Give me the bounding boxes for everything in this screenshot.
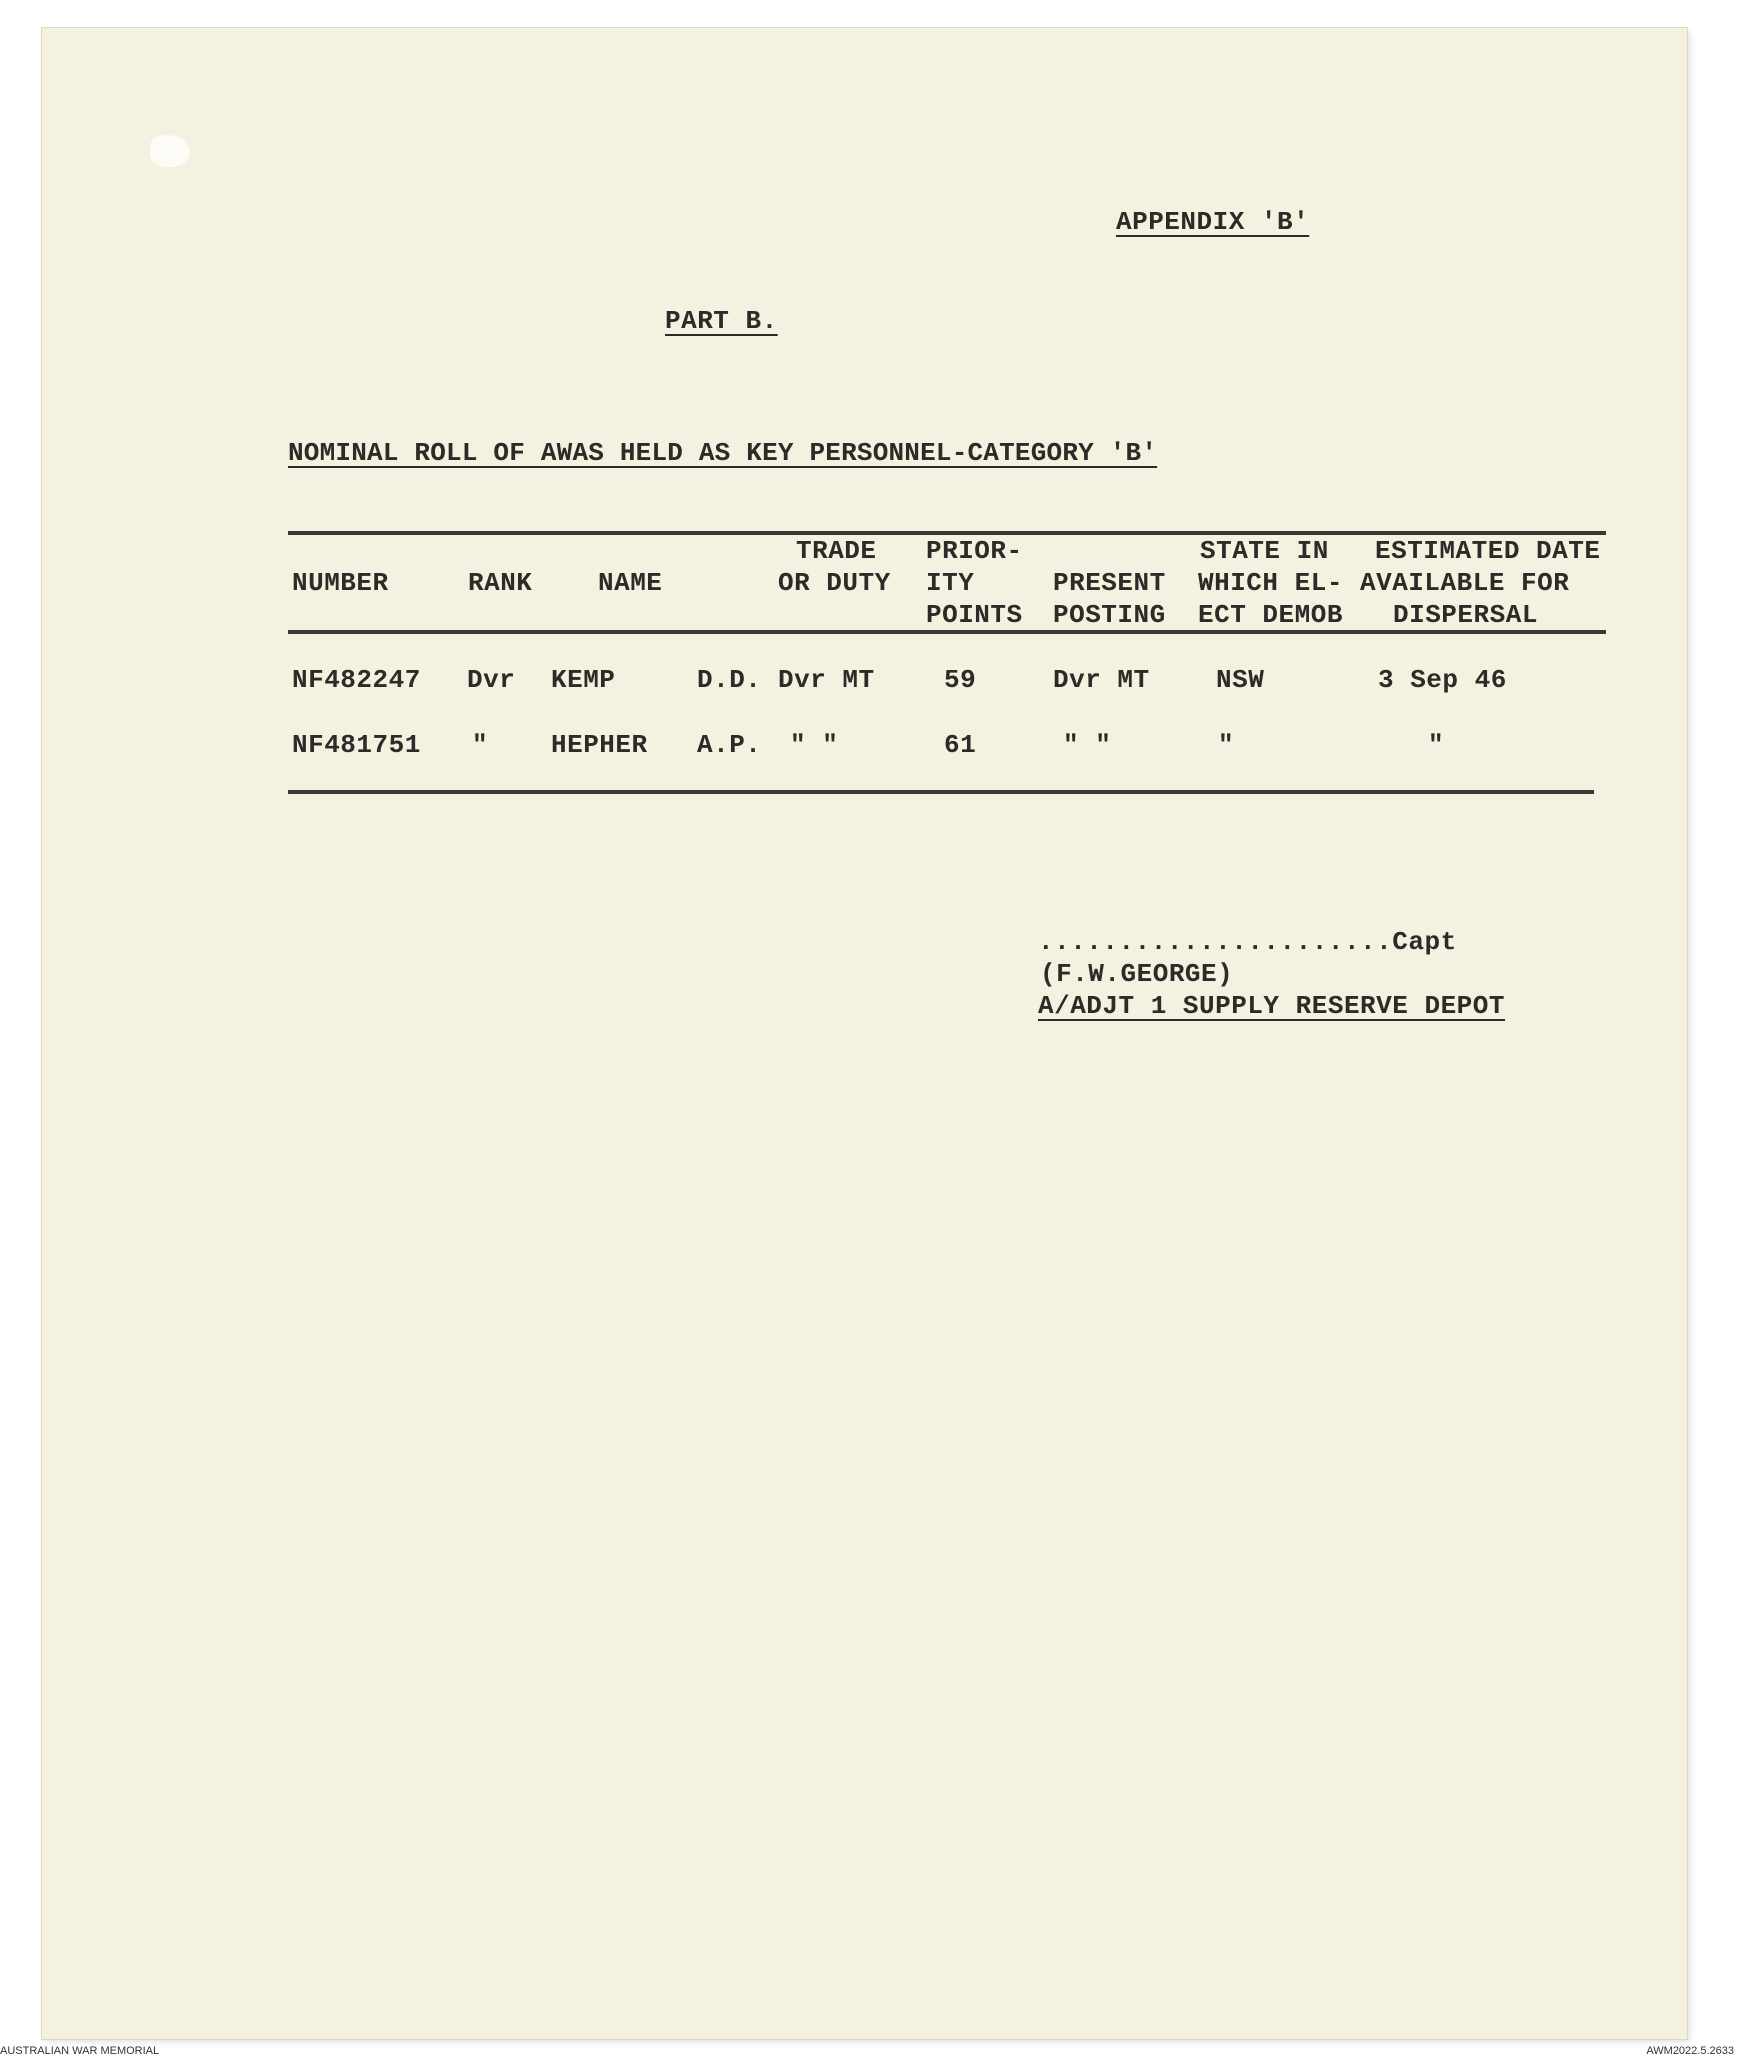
header-trade-line-2: OR DUTY — [778, 568, 891, 598]
header-priority-line-1: PRIOR- — [926, 536, 1023, 566]
part-heading: PART B. — [665, 306, 778, 336]
header-date-line-3: DISPERSAL — [1393, 600, 1538, 630]
header-priority-line-3: POINTS — [926, 600, 1023, 630]
row-2-posting: " " — [1063, 730, 1112, 760]
row-2-surname: HEPHER — [551, 730, 648, 760]
row-2-rank: " — [472, 730, 489, 760]
footer-left: AUSTRALIAN WAR MEMORIAL — [0, 2045, 160, 2057]
appendix-heading: APPENDIX 'B' — [1116, 207, 1310, 237]
header-date-line-2: AVAILABLE FOR — [1360, 568, 1570, 598]
header-number: NUMBER — [292, 568, 389, 598]
header-state-line-1: STATE IN — [1200, 536, 1329, 566]
table-bottom-rule — [288, 790, 1594, 794]
row-2-trade: " " — [790, 730, 839, 760]
header-name: NAME — [598, 568, 663, 598]
header-posting-line-2: POSTING — [1053, 600, 1166, 630]
row-2-points: 61 — [944, 730, 977, 760]
row-1-number: NF482247 — [292, 665, 421, 695]
header-trade-line-1: TRADE — [796, 536, 877, 566]
footer-right: AWM2022.5.2633 — [1646, 2045, 1734, 2057]
row-2-state: " — [1218, 730, 1235, 760]
row-1-state: NSW — [1216, 665, 1265, 695]
signature-line: ......................Capt — [1038, 927, 1457, 957]
header-date-line-1: ESTIMATED DATE — [1375, 536, 1601, 566]
header-priority-line-2: ITY — [926, 568, 975, 598]
row-1-trade: Dvr MT — [778, 665, 875, 695]
row-2-date: " — [1428, 730, 1445, 760]
header-state-line-3: ECT DEMOB — [1198, 600, 1343, 630]
signatory-name: (F.W.GEORGE) — [1040, 959, 1234, 989]
header-state-line-2: WHICH EL- — [1198, 568, 1343, 598]
row-1-rank: Dvr — [467, 665, 516, 695]
table-header-rule — [288, 630, 1606, 634]
document-title: NOMINAL ROLL OF AWAS HELD AS KEY PERSONNEL-CATEGORY 'B' — [288, 438, 1158, 468]
row-2-initials: A.P. — [697, 730, 762, 760]
paper-tear-mark — [150, 135, 190, 167]
header-rank: RANK — [468, 568, 533, 598]
row-1-surname: KEMP — [551, 665, 616, 695]
document-page — [42, 28, 1687, 2039]
signatory-position: A/ADJT 1 SUPPLY RESERVE DEPOT — [1038, 991, 1505, 1021]
row-1-date: 3 Sep 46 — [1378, 665, 1507, 695]
row-1-posting: Dvr MT — [1053, 665, 1150, 695]
row-2-number: NF481751 — [292, 730, 421, 760]
row-1-points: 59 — [944, 665, 977, 695]
header-posting-line-1: PRESENT — [1053, 568, 1166, 598]
row-1-initials: D.D. — [697, 665, 762, 695]
